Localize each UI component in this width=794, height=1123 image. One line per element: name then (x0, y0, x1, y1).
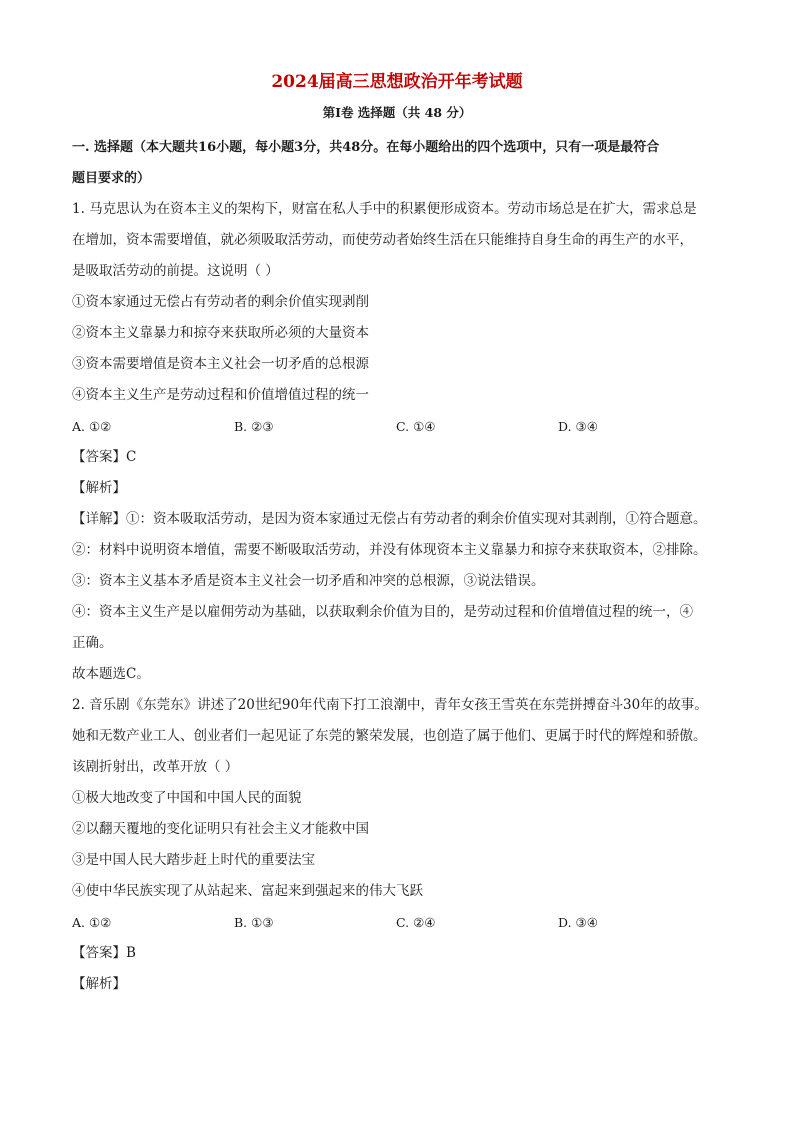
option-d: D. ③④ (558, 915, 598, 930)
answer-options (72, 907, 722, 938)
answer-options (72, 411, 722, 442)
question-item: ④使中华民族实现了从站起来、富起来到强起来的伟大飞跃 (72, 883, 423, 899)
question-stem-line: 是吸取活劳动的前提。这说明（ ） (72, 263, 279, 279)
option-b: B. ②③ (234, 419, 274, 434)
detail-line: ②：材料中说明资本增值，需要不断吸取活劳动，并没有体现资本主义靠暴力和掠夺来获取资本，②排除。 (72, 542, 707, 558)
section-instructions (72, 132, 722, 194)
analysis-label: 【解析】 (72, 480, 126, 496)
question-stem-line: 1. 马克思认为在资本主义的架构下，财富在私人手中的积累便形成资本。劳动市场总是在扩大，需求总是 (72, 201, 697, 217)
section-subtitle: 第Ⅰ卷 选择题（共 48 分） (322, 105, 472, 120)
question-item: ②以翻天覆地的变化证明只有社会主义才能救中国 (72, 821, 369, 837)
question-stem-line: 她和无数产业工人、创业者们一起见证了东莞的繁荣发展，也创造了属于他们、更属于时代的辉煌和骄傲。 (72, 728, 707, 744)
detail-line: ③：资本主义基本矛盾是资本主义社会一切矛盾和冲突的总根源，③说法错误。 (72, 573, 545, 589)
question-item: ①极大地改变了中国和中国人民的面貌 (72, 790, 302, 806)
detail-line: ④：资本主义生产是以雇佣劳动为基础，以获取剩余价值为目的，是劳动过程和价值增值过程的统一，④ (72, 604, 693, 620)
answer-value: C (126, 449, 137, 465)
question-stem-line: 该剧折射出，改革开放（ ） (72, 759, 239, 775)
answer-line (72, 938, 722, 969)
document-title: 2024届高三思想政治开年考试题 (271, 72, 523, 92)
question-item: ④资本主义生产是劳动过程和价值增值过程的统一 (72, 387, 369, 403)
question-stem-line: 2. 音乐剧《东莞东》讲述了20世纪90年代南下打工浪潮中，青年女孩王雪英在东莞拼搏奋斗30年的故事。 (72, 697, 708, 713)
answer-value: B (126, 945, 136, 961)
question-stem-line: 在增加，资本需要增值，就必须吸取活劳动，而使劳动者始终生活在只能维持自身生命的再生产的水平， (72, 232, 693, 248)
question-item: ②资本主义靠暴力和掠夺来获取所必须的大量资本 (72, 325, 369, 341)
option-b: B. ①③ (234, 915, 274, 930)
option-c: C. ②④ (396, 915, 436, 930)
question-item: ①资本家通过无偿占有劳动者的剩余价值实现剥削 (72, 294, 369, 310)
answer-label: 【答案】 (72, 945, 126, 961)
detail-line: 正确。 (72, 635, 113, 651)
section-instructions-line: 一. 选择题（本大题共16小题，每小题3分，共48分。在每小题给出的四个选项中，只有一项是最符合 (72, 140, 660, 155)
question-1 (72, 194, 722, 690)
analysis-label: 【解析】 (72, 976, 126, 992)
section-instructions-line: 题目要求的） (72, 171, 151, 186)
answer-line (72, 442, 722, 473)
detail-line: 故本题选C。 (72, 666, 150, 682)
option-c: C. ①④ (396, 419, 436, 434)
question-item: ③资本需要增值是资本主义社会一切矛盾的总根源 (72, 356, 369, 372)
question-2 (72, 690, 722, 1000)
option-a: A. ①② (72, 419, 112, 434)
option-d: D. ③④ (558, 419, 598, 434)
question-item: ③是中国人民大踏步赶上时代的重要法宝 (72, 852, 315, 868)
option-a: A. ①② (72, 915, 112, 930)
detail-line: 【详解】①：资本吸取活劳动，是因为资本家通过无偿占有劳动者的剩余价值实现对其剥削，①符合题意。 (72, 511, 707, 527)
answer-label: 【答案】 (72, 449, 126, 465)
